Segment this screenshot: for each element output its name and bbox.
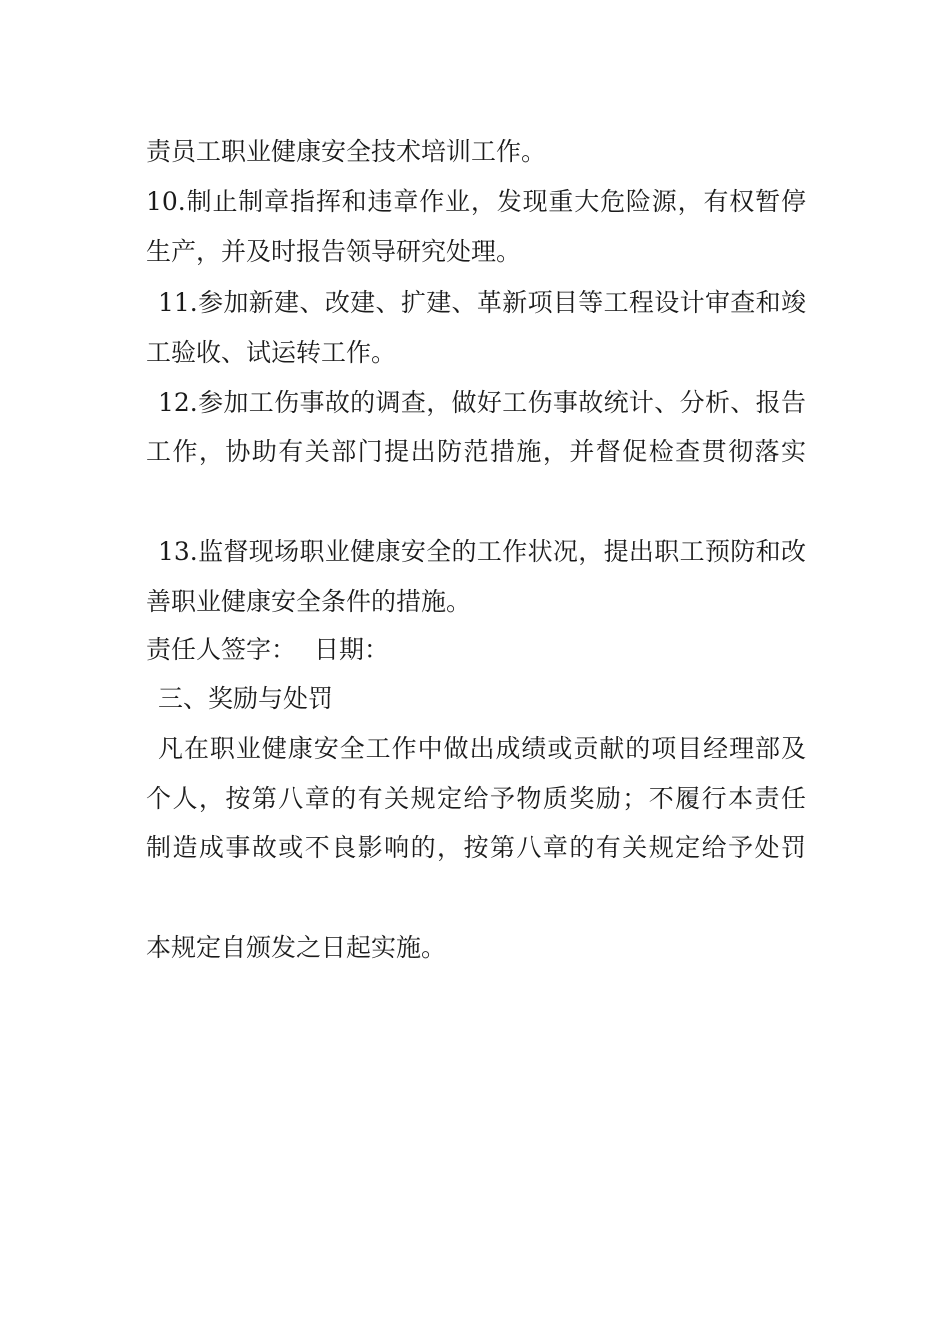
section-heading: 三、奖励与处罚 xyxy=(158,684,334,713)
text-line-item-12: 12.参加工伤事故的调查，做好工伤事故统计、分析、报告 xyxy=(158,388,806,417)
date-label: 日期： xyxy=(314,635,390,664)
section-line-3: 制造成事故或不良影响的，按第八章的有关规定给予处罚 xyxy=(146,833,806,862)
text-line-1: 责员工职业健康安全技术培训工作。 xyxy=(146,137,547,166)
text-line-5: 工验收、试运转工作。 xyxy=(146,338,397,367)
section-line-1: 凡在职业健康安全工作中做出成绩或贡献的项目经理部及 xyxy=(158,734,806,763)
closing-line: 本规定自颁发之日起实施。 xyxy=(146,933,447,962)
text-line-item-13: 13.监督现场职业健康安全的工作状况，提出职工预防和改 xyxy=(158,537,806,566)
text-line-item-10: 10.制止制章指挥和违章作业，发现重大危险源，有权暂停 xyxy=(146,187,806,216)
signature-label: 责任人签字： xyxy=(146,635,297,664)
section-line-2: 个人，按第八章的有关规定给予物质奖励；不履行本责任 xyxy=(146,784,806,813)
text-line-7: 工作，协助有关部门提出防范措施，并督促检查贯彻落实 xyxy=(146,437,806,466)
signature-line xyxy=(146,635,806,665)
text-line-3: 生产，并及时报告领导研究处理。 xyxy=(146,237,522,266)
text-line-item-11: 11.参加新建、改建、扩建、革新项目等工程设计审查和竣 xyxy=(158,288,806,317)
text-line-9: 善职业健康安全条件的措施。 xyxy=(146,587,472,616)
